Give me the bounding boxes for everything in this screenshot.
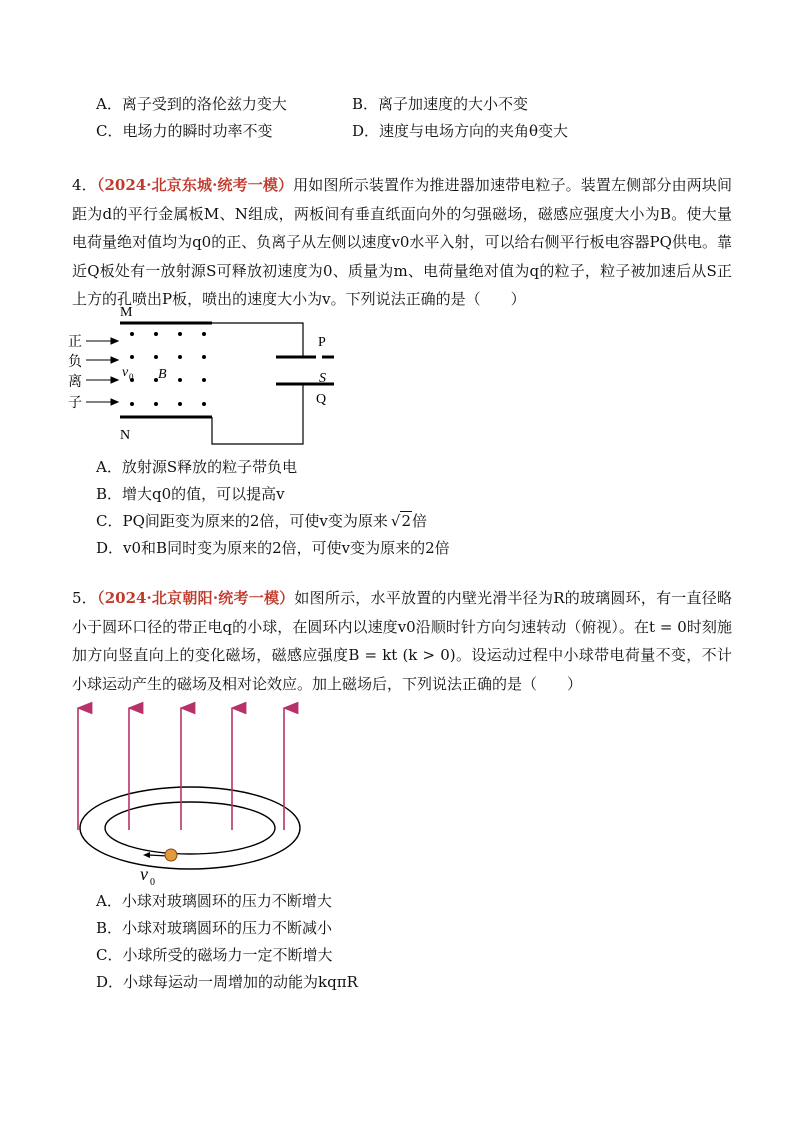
q5-number: 5． <box>72 589 97 607</box>
q4-figure <box>60 296 350 446</box>
q5-option-c: C．小球所受的磁场力一定不断增大 <box>96 946 333 964</box>
q4-option-b: B．增大q0的值，可以提高v <box>96 485 285 503</box>
q5-option-b: B．小球对玻璃圆环的压力不断减小 <box>96 919 333 937</box>
q4-option-c-text: C．PQ间距变为原来的2倍，可使v变为原来 <box>96 512 388 530</box>
q3-option-d: D．速度与电场方向的夹角θ变大 <box>352 122 569 140</box>
side-char-2: 负 <box>68 355 82 370</box>
q5-option-d: D．小球每运动一周增加的动能为kqπR <box>96 973 358 991</box>
label-n: N <box>120 428 131 443</box>
label-m: M <box>120 305 133 320</box>
q4-option-d: D．v0和B同时变为原来的2倍，可使v变为原来的2倍 <box>96 539 450 557</box>
q4-text: 用如图所示装置作为推进器加速带电粒子。装置左侧部分由两块间距为d的平行金属板M、N组成，两板间有垂直纸面向外的匀强磁场，磁感应强度大小为B。使大量电荷量绝对值均为q0的正、负离子从左侧以速度v0水平入射，可以给右侧平行板电容器PQ供电。靠近Q板处有一放射源S可释放初速度为0、质量为m、电荷量绝对值为q的粒子，粒子被加速后从S正上方的孔喷出P板，喷出的速度大小为v。下列说法正确的是（ ） <box>72 176 732 308</box>
q4-stem <box>72 171 732 314</box>
sqrt-radicand: 2 <box>401 512 411 530</box>
side-char-3: 离 <box>68 375 82 390</box>
label-v-sub: 0 <box>150 877 155 885</box>
inner-ring <box>105 802 275 854</box>
label-v0-sub: 0 <box>129 372 134 382</box>
q4-option-c <box>96 511 427 531</box>
label-v: v <box>140 864 148 884</box>
q5-stem <box>72 584 732 698</box>
q4-source: （2024·北京东城·统考一模） <box>96 176 294 194</box>
sqrt-symbol: √2 <box>390 512 411 530</box>
q3-option-a: A．离子受到的洛伦兹力变大 <box>96 95 287 113</box>
label-q: Q <box>316 392 327 407</box>
q4-option-a: A．放射源S释放的粒子带负电 <box>96 458 298 476</box>
label-v0: v <box>122 365 129 380</box>
q4-option-c-end: 倍 <box>412 512 428 530</box>
side-char-4: 子 <box>68 396 82 411</box>
q5-source: （2024·北京朝阳·统考一模） <box>97 589 295 607</box>
label-p: P <box>318 335 326 350</box>
charged-ball <box>165 849 177 861</box>
label-s: S <box>319 371 326 386</box>
field-dots <box>130 332 206 406</box>
q4-number: 4． <box>72 176 97 194</box>
q3-option-b: B．离子加速度的大小不变 <box>352 95 529 113</box>
q3-option-c: C．电场力的瞬时功率不变 <box>96 122 273 140</box>
outer-ring <box>80 787 300 869</box>
field-lines <box>78 708 284 830</box>
label-b: B <box>158 367 167 382</box>
q5-text: 如图所示，水平放置的内壁光滑半径为R的玻璃圆环，有一直径略小于圆环口径的带正电q的小球，在圆环内以速度v0沿顺时针方向匀速转动（俯视）。在t = 0时刻施加方向竖直向上的变化磁场，磁感应强度B = kt (k > 0)。设运动过程中小球带电荷量不变，不计小球运动产生的磁场及相对论效应。加上磁场后，下列说法正确的是（ ） <box>72 589 732 693</box>
q5-figure <box>70 700 310 885</box>
q5-option-a: A．小球对玻璃圆环的压力不断增大 <box>96 892 332 910</box>
side-char-1: 正 <box>68 335 82 350</box>
